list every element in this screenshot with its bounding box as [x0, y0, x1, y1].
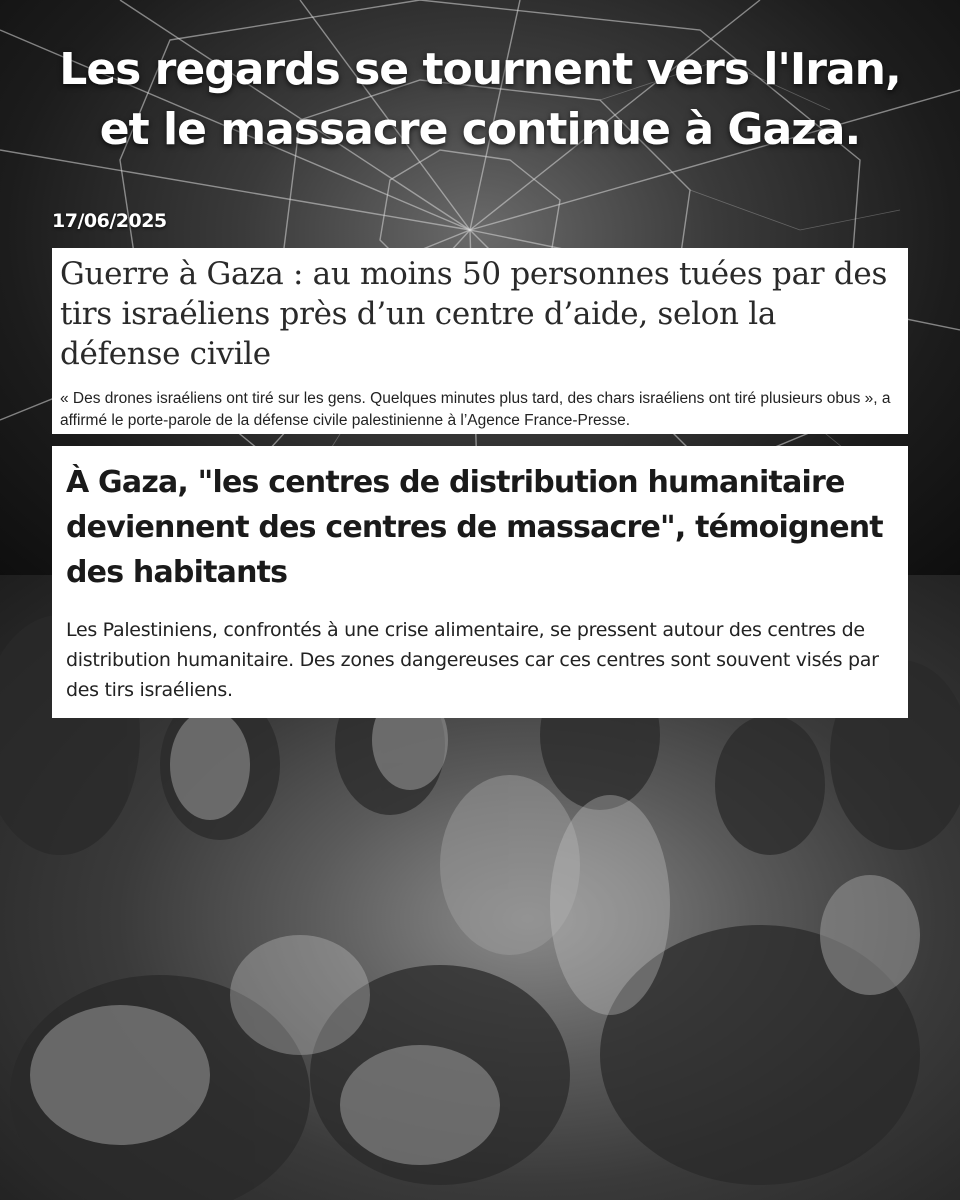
- headline-line-2: et le massacre continue à Gaza.: [99, 104, 861, 155]
- article-1-summary: « Des drones israéliens ont tiré sur les gens. Quelques minutes plus tard, des chars israéliens ont tiré plusieurs obus », a affirmé le porte-parole de la défense civile palestinienne à l’Agence France-Presse.: [60, 390, 891, 429]
- headline-line-1: Les regards se tournent vers l'Iran,: [59, 44, 901, 95]
- article-2-title: À Gaza, "les centres de distribution humanitaire deviennent des centres de massacre", témoignent des habitants: [66, 465, 883, 590]
- date-label: 17/06/2025: [52, 210, 167, 232]
- article-card-2: [52, 446, 908, 718]
- headline: [0, 40, 960, 160]
- article-card-1: [52, 248, 908, 434]
- article-2-summary: Les Palestiniens, confrontés à une crise alimentaire, se pressent autour des centres de distribution humanitaire. Des zones dangereuses car ces centres sont souvent visés par des tirs israéliens.: [66, 619, 879, 701]
- article-1-title: Guerre à Gaza : au moins 50 personnes tuées par des tirs israéliens près d’un centre d’aide, selon la défense civile: [60, 256, 888, 372]
